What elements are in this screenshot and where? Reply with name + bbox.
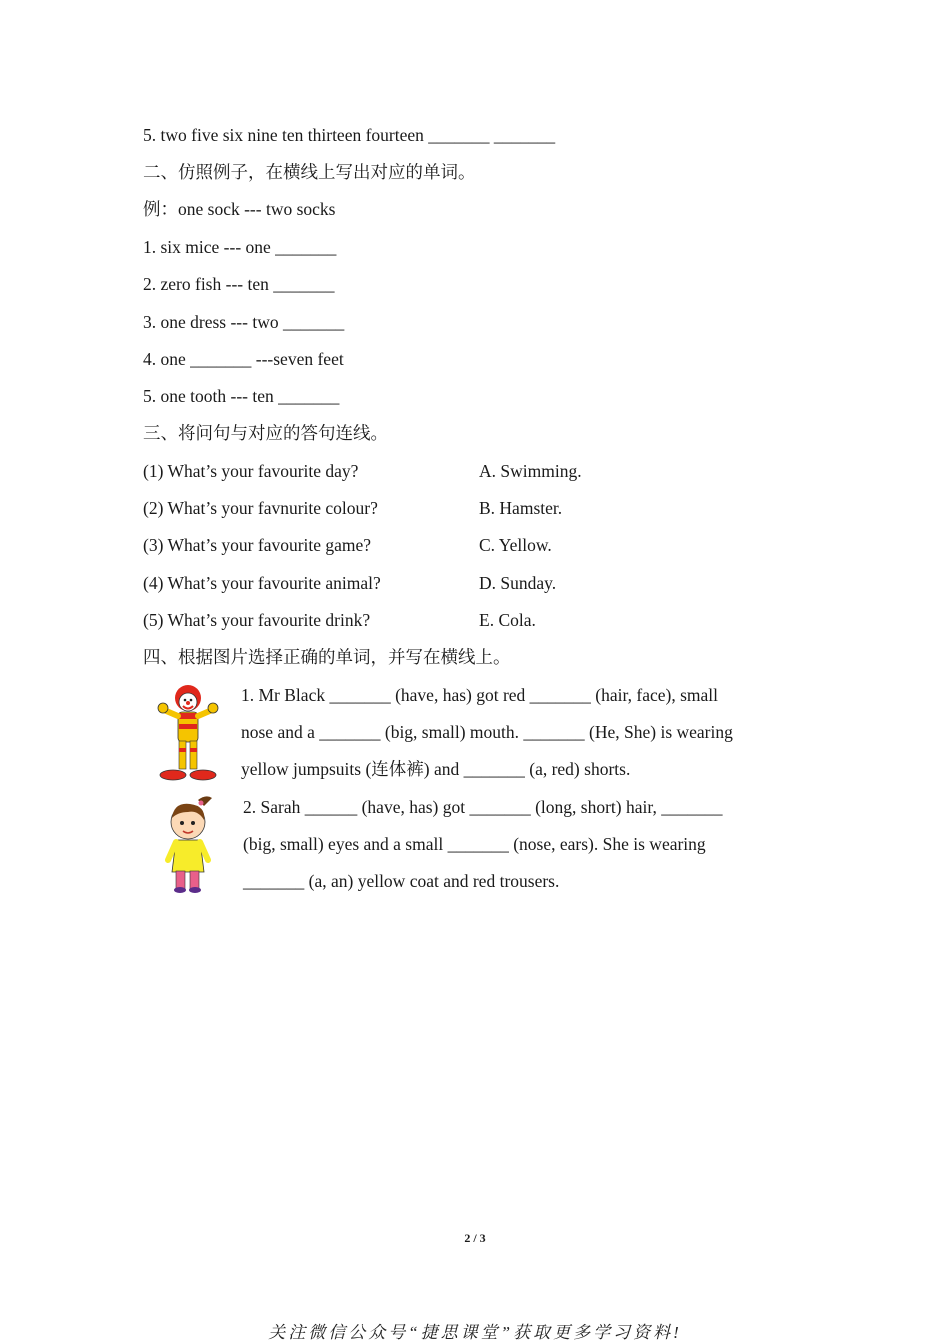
part2-item-1: 1. six mice --- one _______: [143, 237, 337, 257]
part2-example: 例：one sock --- two socks: [143, 199, 336, 219]
question-4: (4) What’s your favourite animal?: [143, 573, 381, 593]
part2-heading: 二、仿照例子，在横线上写出对应的单词。: [143, 162, 476, 182]
part4-q1-line-2: nose and a _______ (big, small) mouth. _______ (He, She) is wearing: [241, 722, 733, 742]
part4-q2-line-3: _______ (a, an) yellow coat and red trousers.: [243, 871, 560, 891]
part4-q2-line-1: 2. Sarah ______ (have, has) got _______ (long, short) hair, _______: [243, 797, 723, 817]
clown-shoe-right: [190, 770, 216, 780]
clown-illustration: [156, 684, 220, 784]
part2-item-5: 5. one tooth --- ten _______: [143, 386, 340, 406]
part4-q2-line-2: (big, small) eyes and a small _______ (nose, ears). She is wearing: [243, 834, 706, 854]
question-3: (3) What’s your favourite game?: [143, 535, 372, 555]
part2-item-3: 3. one dress --- two _______: [143, 312, 345, 332]
girl-trousers: [176, 871, 185, 889]
answer-b: B. Hamster.: [479, 498, 563, 518]
footer-note: 关注微信公众号“捷思课堂”获取更多学习资料!: [268, 1323, 682, 1342]
part1-q5: 5. two five six nine ten thirteen fourteen _______ _______: [143, 125, 556, 145]
clown-shoe-left: [160, 770, 186, 780]
question-1: (1) What’s your favourite day?: [143, 461, 359, 481]
part3-row-1: [143, 460, 358, 482]
question-5: (5) What’s your favourite drink?: [143, 610, 371, 630]
part2-item-2: 2. zero fish --- ten _______: [143, 274, 335, 294]
part3-heading: 三、将问句与对应的答句连线。: [143, 423, 388, 443]
part2-item-4: 4. one _______ ---seven feet: [143, 349, 344, 369]
part4-q1-line-1: 1. Mr Black _______ (have, has) got red _______ (hair, face), small: [241, 685, 719, 705]
answer-c: C. Yellow.: [479, 535, 552, 555]
part4-q1-line-3: yellow jumpsuits (连体裤) and _______ (a, red) shorts.: [241, 759, 631, 779]
answer-a: A. Swimming.: [479, 461, 582, 481]
girl-illustration: [162, 794, 222, 894]
answer-d: D. Sunday.: [479, 573, 557, 593]
part4-heading: 四、根据图片选择正确的单词，并写在横线上。: [143, 647, 511, 667]
question-2: (2) What’s your favnurite colour?: [143, 498, 378, 518]
page-number: 2 / 3: [464, 1231, 486, 1245]
answer-e: E. Cola.: [479, 610, 536, 630]
